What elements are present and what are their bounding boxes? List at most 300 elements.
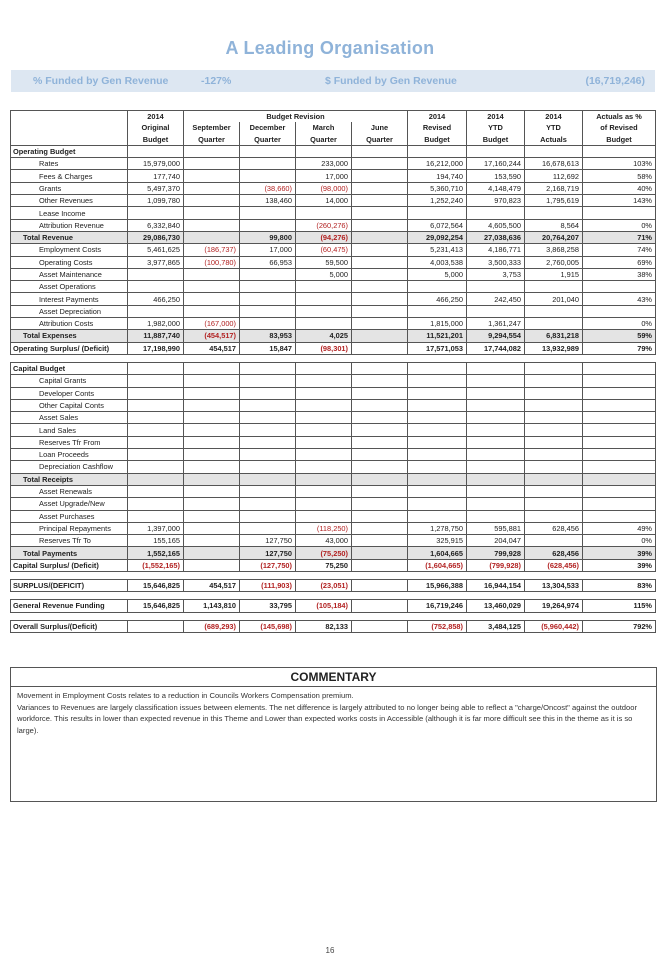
- value-cell: 59%: [583, 330, 656, 342]
- row-label: Overall Surplus/(Deficit): [11, 620, 128, 632]
- spacer-row: [11, 592, 656, 600]
- value-cell: [352, 281, 408, 293]
- value-cell: [583, 461, 656, 473]
- header-cell: Budget Revision: [184, 111, 408, 123]
- value-cell: 19,264,974: [525, 600, 583, 612]
- value-cell: (145,698): [240, 620, 296, 632]
- value-cell: [184, 219, 240, 231]
- value-cell: 15,646,825: [128, 600, 184, 612]
- value-cell: 15,646,825: [128, 579, 184, 591]
- value-cell: 628,456: [525, 522, 583, 534]
- value-cell: 58%: [583, 170, 656, 182]
- value-cell: (23,051): [296, 579, 352, 591]
- value-cell: 13,460,029: [467, 600, 525, 612]
- total-row: [11, 600, 656, 612]
- value-cell: 0%: [583, 219, 656, 231]
- value-cell: (689,293): [184, 620, 240, 632]
- table-row: [11, 219, 656, 231]
- value-cell: [184, 387, 240, 399]
- value-cell: 5,360,710: [408, 182, 467, 194]
- value-cell: 177,740: [128, 170, 184, 182]
- value-cell: 4,025: [296, 330, 352, 342]
- value-cell: 1,795,619: [525, 195, 583, 207]
- value-cell: [583, 498, 656, 510]
- value-cell: [352, 424, 408, 436]
- header-cell: [11, 134, 128, 146]
- value-cell: 17,744,082: [467, 342, 525, 354]
- value-cell: [525, 145, 583, 157]
- table-row: [11, 244, 656, 256]
- value-cell: [240, 219, 296, 231]
- table-row: [11, 195, 656, 207]
- value-cell: 66,953: [240, 256, 296, 268]
- value-cell: 242,450: [467, 293, 525, 305]
- value-cell: [525, 535, 583, 547]
- value-cell: (98,301): [296, 342, 352, 354]
- value-cell: [525, 375, 583, 387]
- value-cell: (127,750): [240, 559, 296, 571]
- value-cell: 155,165: [128, 535, 184, 547]
- value-cell: (105,184): [296, 600, 352, 612]
- dollar-funded-label: $ Funded by Gen Revenue: [325, 75, 457, 87]
- value-cell: [296, 510, 352, 522]
- value-cell: 27,038,636: [467, 231, 525, 243]
- value-cell: [352, 342, 408, 354]
- section-header-row: [11, 362, 656, 374]
- row-label: General Revenue Funding: [11, 600, 128, 612]
- budget-table: [10, 110, 656, 633]
- value-cell: [408, 461, 467, 473]
- value-cell: [467, 485, 525, 497]
- value-cell: [408, 498, 467, 510]
- value-cell: [467, 412, 525, 424]
- value-cell: [525, 473, 583, 485]
- value-cell: [525, 207, 583, 219]
- header-row: [11, 134, 656, 146]
- value-cell: [184, 461, 240, 473]
- value-cell: [583, 399, 656, 411]
- value-cell: [525, 449, 583, 461]
- value-cell: 1,982,000: [128, 318, 184, 330]
- total-row: [11, 342, 656, 354]
- value-cell: [467, 375, 525, 387]
- spacer-cell: [11, 354, 656, 362]
- commentary-paragraph: Variances to Revenues are largely classification issues between elements. The net difference is largely attributed to no longer being able to reflect a "charge/Oncost" against the outdoor workforce. This results in lower than expected revenue in this Theme and Lower than expected works costs in Accessible (although it is far more difficult see this in the theme as it is so large).: [17, 702, 638, 735]
- value-cell: 4,003,538: [408, 256, 467, 268]
- value-cell: [352, 461, 408, 473]
- value-cell: 0%: [583, 318, 656, 330]
- value-cell: [408, 281, 467, 293]
- table-row: [11, 535, 656, 547]
- value-cell: 115%: [583, 600, 656, 612]
- value-cell: [525, 318, 583, 330]
- value-cell: 43,000: [296, 535, 352, 547]
- value-cell: 40%: [583, 182, 656, 194]
- value-cell: [352, 375, 408, 387]
- value-cell: (628,456): [525, 559, 583, 571]
- value-cell: [583, 424, 656, 436]
- value-cell: 39%: [583, 547, 656, 559]
- value-cell: (752,858): [408, 620, 467, 632]
- value-cell: [184, 522, 240, 534]
- value-cell: [525, 461, 583, 473]
- value-cell: (98,000): [296, 182, 352, 194]
- value-cell: [408, 362, 467, 374]
- row-label: Asset Purchases: [11, 510, 128, 522]
- table-row: [11, 182, 656, 194]
- value-cell: [583, 473, 656, 485]
- value-cell: 75,250: [296, 559, 352, 571]
- value-cell: [583, 412, 656, 424]
- row-label: Rates: [11, 158, 128, 170]
- row-label: Other Capital Conts: [11, 399, 128, 411]
- value-cell: 454,517: [184, 579, 240, 591]
- page-title: A Leading Organisation: [225, 38, 435, 58]
- value-cell: [240, 281, 296, 293]
- value-cell: 29,086,730: [128, 231, 184, 243]
- value-cell: [184, 158, 240, 170]
- value-cell: [408, 510, 467, 522]
- value-cell: 5,000: [408, 268, 467, 280]
- value-cell: [408, 387, 467, 399]
- header-cell: March: [296, 122, 352, 133]
- value-cell: 1,099,780: [128, 195, 184, 207]
- spacer-row: [11, 354, 656, 362]
- value-cell: [408, 305, 467, 317]
- value-cell: [583, 305, 656, 317]
- value-cell: [128, 399, 184, 411]
- header-cell: 2014: [525, 111, 583, 123]
- value-cell: 1,397,000: [128, 522, 184, 534]
- value-cell: [184, 473, 240, 485]
- header-cell: Budget: [467, 134, 525, 146]
- value-cell: 3,484,125: [467, 620, 525, 632]
- value-cell: 43%: [583, 293, 656, 305]
- value-cell: [184, 170, 240, 182]
- value-cell: [467, 510, 525, 522]
- header-cell: Budget: [583, 134, 656, 146]
- value-cell: 2,760,005: [525, 256, 583, 268]
- value-cell: [128, 281, 184, 293]
- value-cell: 1,815,000: [408, 318, 467, 330]
- value-cell: [296, 424, 352, 436]
- value-cell: [240, 461, 296, 473]
- value-cell: [352, 170, 408, 182]
- value-cell: 143%: [583, 195, 656, 207]
- value-cell: [352, 485, 408, 497]
- value-cell: [467, 362, 525, 374]
- value-cell: [184, 498, 240, 510]
- row-label: Attribution Costs: [11, 318, 128, 330]
- value-cell: 1,361,247: [467, 318, 525, 330]
- value-cell: 16,678,613: [525, 158, 583, 170]
- commentary-body: [10, 686, 657, 802]
- value-cell: 17,000: [240, 244, 296, 256]
- value-cell: [583, 375, 656, 387]
- value-cell: [240, 362, 296, 374]
- row-label: Asset Renewals: [11, 485, 128, 497]
- commentary-paragraph: Movement in Employment Costs relates to a reduction in Councils Workers Compensation premium.: [17, 691, 354, 700]
- value-cell: [352, 207, 408, 219]
- table-row: [11, 412, 656, 424]
- value-cell: [240, 436, 296, 448]
- header-cell: Quarter: [296, 134, 352, 146]
- value-cell: [184, 145, 240, 157]
- header-cell: YTD: [525, 122, 583, 133]
- value-cell: [240, 498, 296, 510]
- row-label: Employment Costs: [11, 244, 128, 256]
- value-cell: [240, 473, 296, 485]
- value-cell: 325,915: [408, 535, 467, 547]
- value-cell: 16,212,000: [408, 158, 467, 170]
- value-cell: [128, 362, 184, 374]
- value-cell: [352, 498, 408, 510]
- value-cell: 69%: [583, 256, 656, 268]
- value-cell: [296, 207, 352, 219]
- table-row: [11, 293, 656, 305]
- value-cell: [184, 424, 240, 436]
- total-row: [11, 330, 656, 342]
- value-cell: 6,332,840: [128, 219, 184, 231]
- value-cell: 14,000: [296, 195, 352, 207]
- value-cell: [184, 281, 240, 293]
- header-cell: [11, 111, 128, 123]
- row-label: Operating Costs: [11, 256, 128, 268]
- table-row: [11, 436, 656, 448]
- value-cell: [128, 620, 184, 632]
- pct-funded-value: -127%: [201, 75, 232, 87]
- funding-summary-bar: [11, 70, 655, 92]
- value-cell: 9,294,554: [467, 330, 525, 342]
- value-cell: [408, 207, 467, 219]
- value-cell: [240, 170, 296, 182]
- value-cell: [583, 387, 656, 399]
- value-cell: [296, 485, 352, 497]
- value-cell: 4,605,500: [467, 219, 525, 231]
- row-label: Attribution Revenue: [11, 219, 128, 231]
- value-cell: [408, 485, 467, 497]
- table-row: [11, 281, 656, 293]
- value-cell: [184, 399, 240, 411]
- value-cell: [352, 412, 408, 424]
- value-cell: [352, 268, 408, 280]
- value-cell: 1,252,240: [408, 195, 467, 207]
- value-cell: [128, 498, 184, 510]
- value-cell: 1,552,165: [128, 547, 184, 559]
- value-cell: 153,590: [467, 170, 525, 182]
- value-cell: (75,250): [296, 547, 352, 559]
- row-label: Other Revenues: [11, 195, 128, 207]
- value-cell: (118,250): [296, 522, 352, 534]
- value-cell: 59,500: [296, 256, 352, 268]
- value-cell: [467, 498, 525, 510]
- header-cell: Original: [128, 122, 184, 133]
- value-cell: [128, 375, 184, 387]
- value-cell: 1,604,665: [408, 547, 467, 559]
- value-cell: 5,231,413: [408, 244, 467, 256]
- value-cell: 5,497,370: [128, 182, 184, 194]
- value-cell: [583, 207, 656, 219]
- value-cell: [184, 535, 240, 547]
- header-cell: Budget: [408, 134, 467, 146]
- value-cell: [240, 424, 296, 436]
- page-number: 16: [325, 946, 335, 955]
- row-label: Total Receipts: [11, 473, 128, 485]
- value-cell: [352, 330, 408, 342]
- value-cell: [128, 268, 184, 280]
- value-cell: [128, 449, 184, 461]
- value-cell: [184, 207, 240, 219]
- value-cell: (1,552,165): [128, 559, 184, 571]
- value-cell: [240, 318, 296, 330]
- value-cell: 33,795: [240, 600, 296, 612]
- value-cell: [128, 461, 184, 473]
- value-cell: 6,831,218: [525, 330, 583, 342]
- value-cell: [240, 387, 296, 399]
- value-cell: 970,823: [467, 195, 525, 207]
- value-cell: [184, 305, 240, 317]
- header-row: [11, 122, 656, 133]
- table-row: [11, 449, 656, 461]
- header-cell: YTD: [467, 122, 525, 133]
- table-row: [11, 207, 656, 219]
- pct-funded-label: % Funded by Gen Revenue: [33, 75, 169, 87]
- value-cell: 1,143,810: [184, 600, 240, 612]
- total-row: [11, 231, 656, 243]
- value-cell: [408, 449, 467, 461]
- value-cell: [352, 535, 408, 547]
- value-cell: 5,000: [296, 268, 352, 280]
- value-cell: [467, 207, 525, 219]
- value-cell: [128, 485, 184, 497]
- header-row: [11, 111, 656, 123]
- value-cell: [352, 362, 408, 374]
- value-cell: [352, 145, 408, 157]
- value-cell: 99,800: [240, 231, 296, 243]
- value-cell: [240, 145, 296, 157]
- value-cell: 11,887,740: [128, 330, 184, 342]
- value-cell: [184, 547, 240, 559]
- spacer-row: [11, 571, 656, 579]
- value-cell: 595,881: [467, 522, 525, 534]
- spacer-row: [11, 612, 656, 620]
- header-cell: Quarter: [184, 134, 240, 146]
- value-cell: 127,750: [240, 547, 296, 559]
- table-row: [11, 305, 656, 317]
- row-label: Loan Proceeds: [11, 449, 128, 461]
- value-cell: [583, 281, 656, 293]
- value-cell: [525, 436, 583, 448]
- value-cell: 3,753: [467, 268, 525, 280]
- value-cell: (100,780): [184, 256, 240, 268]
- value-cell: 79%: [583, 342, 656, 354]
- value-cell: [352, 399, 408, 411]
- value-cell: 112,692: [525, 170, 583, 182]
- value-cell: 233,000: [296, 158, 352, 170]
- value-cell: [583, 436, 656, 448]
- value-cell: 83,953: [240, 330, 296, 342]
- header-cell: December: [240, 122, 296, 133]
- value-cell: [240, 305, 296, 317]
- value-cell: [408, 436, 467, 448]
- value-cell: [296, 473, 352, 485]
- value-cell: [240, 158, 296, 170]
- value-cell: [240, 412, 296, 424]
- value-cell: 3,500,333: [467, 256, 525, 268]
- value-cell: [352, 158, 408, 170]
- value-cell: [184, 182, 240, 194]
- value-cell: [296, 362, 352, 374]
- value-cell: [352, 256, 408, 268]
- value-cell: [184, 362, 240, 374]
- value-cell: [352, 219, 408, 231]
- value-cell: 8,564: [525, 219, 583, 231]
- value-cell: (1,604,665): [408, 559, 467, 571]
- row-label: Developer Conts: [11, 387, 128, 399]
- value-cell: 71%: [583, 231, 656, 243]
- value-cell: [240, 399, 296, 411]
- value-cell: [408, 424, 467, 436]
- value-cell: [128, 207, 184, 219]
- value-cell: 454,517: [184, 342, 240, 354]
- value-cell: 83%: [583, 579, 656, 591]
- value-cell: [467, 145, 525, 157]
- header-cell: 2014: [467, 111, 525, 123]
- value-cell: [408, 412, 467, 424]
- row-label: Total Expenses: [11, 330, 128, 342]
- value-cell: [352, 522, 408, 534]
- value-cell: 74%: [583, 244, 656, 256]
- table-row: [11, 318, 656, 330]
- row-label: Asset Operations: [11, 281, 128, 293]
- value-cell: [525, 498, 583, 510]
- value-cell: 15,979,000: [128, 158, 184, 170]
- value-cell: 5,461,625: [128, 244, 184, 256]
- dollar-funded-value: (16,719,246): [585, 75, 645, 87]
- header-cell: Quarter: [352, 134, 408, 146]
- spacer-cell: [11, 612, 656, 620]
- value-cell: 20,764,207: [525, 231, 583, 243]
- value-cell: 1,915: [525, 268, 583, 280]
- total-row: [11, 547, 656, 559]
- header-cell: Actuals: [525, 134, 583, 146]
- value-cell: [184, 195, 240, 207]
- value-cell: [408, 473, 467, 485]
- value-cell: [467, 473, 525, 485]
- value-cell: 138,460: [240, 195, 296, 207]
- value-cell: [352, 473, 408, 485]
- value-cell: 17,571,053: [408, 342, 467, 354]
- value-cell: [296, 387, 352, 399]
- row-label: Asset Maintenance: [11, 268, 128, 280]
- value-cell: 194,740: [408, 170, 467, 182]
- value-cell: [583, 510, 656, 522]
- table-row: [11, 399, 656, 411]
- value-cell: [408, 145, 467, 157]
- value-cell: (186,737): [184, 244, 240, 256]
- value-cell: 15,847: [240, 342, 296, 354]
- value-cell: [352, 579, 408, 591]
- value-cell: [352, 559, 408, 571]
- total-row: [11, 473, 656, 485]
- value-cell: 3,977,865: [128, 256, 184, 268]
- value-cell: 13,304,533: [525, 579, 583, 591]
- value-cell: [240, 449, 296, 461]
- value-cell: [240, 268, 296, 280]
- value-cell: 2,168,719: [525, 182, 583, 194]
- value-cell: [525, 281, 583, 293]
- header-cell: Quarter: [240, 134, 296, 146]
